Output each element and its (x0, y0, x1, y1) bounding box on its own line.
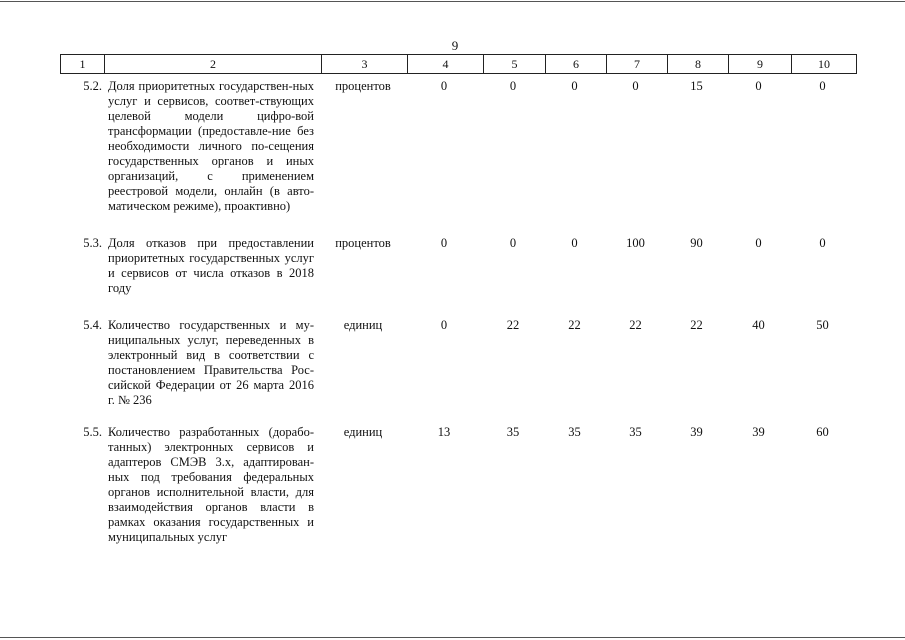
value-col-8: 39 (690, 425, 703, 439)
value-col-10: 0 (819, 236, 826, 250)
value-col-7: 100 (626, 236, 645, 250)
row-unit: процентов (335, 79, 391, 93)
value-col-10: 60 (816, 425, 829, 439)
value-col-10: 0 (819, 79, 826, 93)
row-number: 5.3. (83, 236, 102, 250)
value-col-6: 0 (571, 79, 578, 93)
value-col-9: 0 (755, 79, 762, 93)
value-col-9: 39 (752, 425, 765, 439)
scan-bottom-edge (0, 637, 905, 638)
value-col-8: 90 (690, 236, 703, 250)
value-col-4: 0 (440, 236, 448, 250)
header-col-7: 7 (606, 55, 667, 73)
header-col-5: 5 (483, 55, 545, 73)
value-col-5: 35 (506, 425, 520, 439)
value-col-6: 35 (568, 425, 581, 439)
value-col-4: 13 (437, 425, 451, 439)
row-number: 5.2. (83, 79, 102, 93)
value-col-7: 0 (632, 79, 639, 93)
page-number: 9 (451, 38, 459, 53)
header-col-8: 8 (667, 55, 728, 73)
value-col-6: 22 (568, 318, 581, 332)
header-col-10: 10 (791, 55, 856, 73)
row-description: Количество разработанных (дорабо-танных) электронных сервисов и адаптеров СМЭВ 3.х, адаптирован-ных под требования федеральных органов исполнительной власти, для взаимодействия органов власти в рамках оказания государственных и муниципальных услуг (108, 425, 314, 544)
row-unit: единиц (343, 318, 383, 332)
value-col-10: 50 (816, 318, 829, 332)
row-description: Количество государственных и му-ниципальных услуг, переведенных в электронный вид в соответствии с постановлением Правительства Рос-сийской Федерации от 26 марта 2016 г. № 236 (108, 318, 314, 407)
scan-top-edge (0, 1, 905, 2)
header-col-3: 3 (321, 55, 407, 73)
header-col-1: 1 (79, 57, 86, 71)
value-col-5: 22 (506, 318, 520, 332)
row-description: Доля отказов при предоставлении приоритетных государственных услуг и сервисов от числа отказов в 2018 году (108, 236, 314, 295)
row-number: 5.4. (83, 318, 102, 332)
value-col-5: 0 (509, 236, 517, 250)
row-description: Доля приоритетных государствен-ных услуг и сервисов, соответ-ствующих целевой модели цифро-вой трансформации (предоставле-ние без необходимости личного по-сещения государственных органов и иных организаций, с применением реестровой модели, онлайн (в авто-матическом режиме), проактивно) (108, 79, 314, 213)
value-col-7: 35 (629, 425, 642, 439)
value-col-5: 0 (509, 79, 517, 93)
value-col-8: 22 (690, 318, 703, 332)
value-col-9: 40 (752, 318, 765, 332)
row-number: 5.5. (83, 425, 102, 439)
header-col-2: 2 (104, 55, 321, 73)
row-unit: процентов (335, 236, 391, 250)
value-col-6: 0 (571, 236, 578, 250)
value-col-7: 22 (629, 318, 642, 332)
value-col-4: 0 (440, 79, 448, 93)
row-unit: единиц (343, 425, 383, 439)
header-col-4: 4 (407, 55, 483, 73)
value-col-9: 0 (755, 236, 762, 250)
value-col-4: 0 (440, 318, 448, 332)
header-col-6: 6 (545, 55, 606, 73)
table-header (60, 54, 857, 74)
value-col-8: 15 (690, 79, 703, 93)
header-col-9: 9 (728, 55, 791, 73)
